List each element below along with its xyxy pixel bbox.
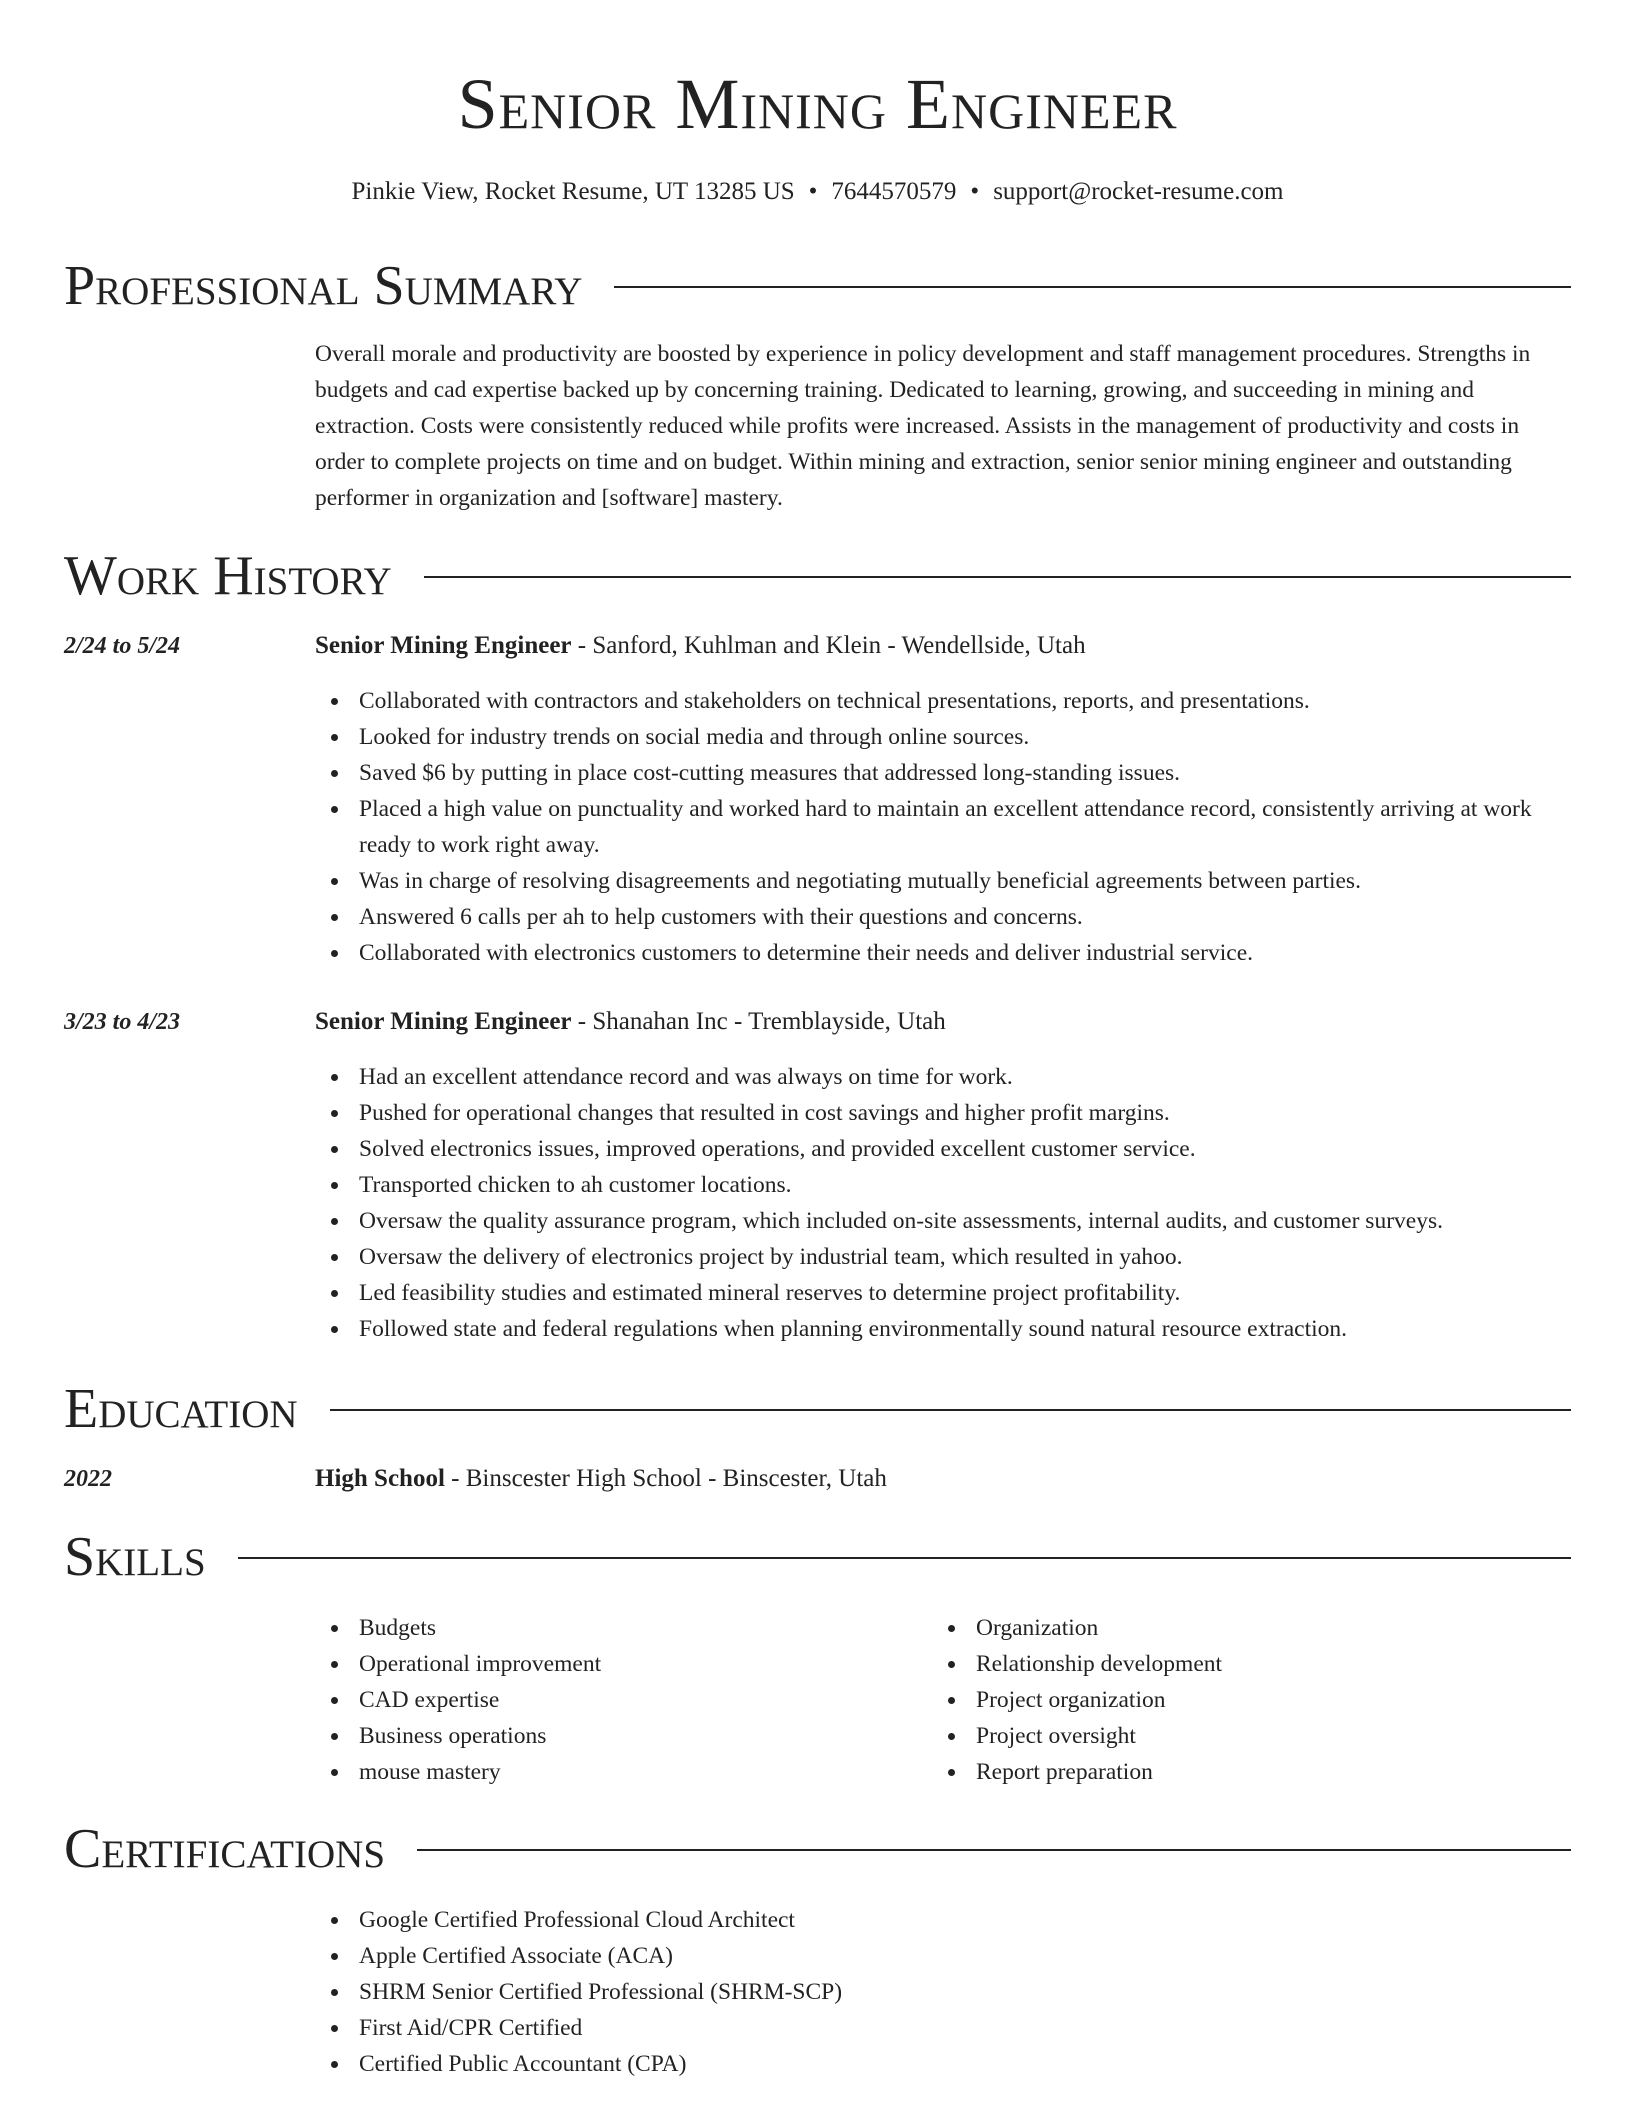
- skills-list-right: [932, 1610, 1532, 1790]
- list-item: Had an excellent attendance record and was always on time for work.: [359, 1059, 1571, 1095]
- job-employer: - Sanford, Kuhlman and Klein - Wendellside, Utah: [571, 632, 1086, 659]
- education-line: [315, 1461, 887, 1497]
- list-item: Apple Certified Associate (ACA): [359, 1938, 1571, 1974]
- job-duties-list: [315, 683, 1571, 971]
- job-dates: 3/23 to 4/23: [64, 1009, 181, 1035]
- job-title: Senior Mining Engineer: [315, 632, 572, 659]
- section-title-summary: Professional Summary: [64, 255, 583, 317]
- certifications-list: [315, 1902, 1571, 2082]
- list-item: CAD expertise: [359, 1682, 915, 1718]
- list-item: Was in charge of resolving disagreements and negotiating mutually beneficial agreements between parties.: [359, 863, 1571, 899]
- section-header-summary: [64, 255, 1571, 317]
- section-header-certifications: [64, 1818, 1571, 1880]
- section-divider: [330, 1409, 1571, 1411]
- education-year: 2022: [64, 1466, 112, 1492]
- contact-line: [64, 175, 1571, 209]
- summary-text: Overall morale and productivity are boosted by experience in policy development and staff management procedures. Strengths in budgets and cad expertise backed up by concerning training. Dedicated to learning, growing, and succeeding in mining and extraction. Costs were consistently reduced while profits were increased. Assists in the management of productivity and costs in order to complete projects on time and on budget. Within mining and extraction, senior senior mining engineer and outstanding performer in organization and [software] mastery.: [315, 341, 1531, 511]
- resume-name: Senior Mining Engineer: [457, 64, 1178, 144]
- list-item: Saved $6 by putting in place cost-cutting measures that addressed long-standing issues.: [359, 755, 1571, 791]
- list-item: Project organization: [976, 1682, 1532, 1718]
- list-item: Collaborated with electronics customers to determine their needs and deliver industrial service.: [359, 935, 1571, 971]
- list-item: SHRM Senior Certified Professional (SHRM-SCP): [359, 1974, 1571, 2010]
- education-school: - Binscester High School - Binscester, Utah: [444, 1465, 887, 1492]
- education-degree: High School: [315, 1465, 445, 1492]
- list-item: Project oversight: [976, 1718, 1532, 1754]
- job-title: Senior Mining Engineer: [315, 1008, 572, 1035]
- list-item: Answered 6 calls per ah to help customers with their questions and concerns.: [359, 899, 1571, 935]
- list-item: Oversaw the quality assurance program, which included on-site assessments, internal audits, and customer surveys.: [359, 1203, 1571, 1239]
- job-title-line: [315, 628, 1086, 664]
- section-title-certifications: Certifications: [64, 1818, 386, 1880]
- list-item: Pushed for operational changes that resulted in cost savings and higher profit margins.: [359, 1095, 1571, 1131]
- list-item: First Aid/CPR Certified: [359, 2010, 1571, 2046]
- section-divider: [614, 286, 1571, 288]
- list-item: Solved electronics issues, improved operations, and provided excellent customer service.: [359, 1131, 1571, 1167]
- list-item: Report preparation: [976, 1754, 1532, 1790]
- contact-separator: •: [970, 178, 980, 205]
- job-duties-list: [315, 1059, 1571, 1347]
- list-item: Transported chicken to ah customer locations.: [359, 1167, 1571, 1203]
- list-item: Placed a high value on punctuality and worked hard to maintain an excellent attendance record, consistently arriving at work ready to work right away.: [359, 791, 1571, 863]
- section-divider: [238, 1557, 1571, 1559]
- contact-address: Pinkie View, Rocket Resume, UT 13285 US: [351, 178, 795, 205]
- section-header-education: [64, 1378, 1571, 1440]
- list-item: Google Certified Professional Cloud Architect: [359, 1902, 1571, 1938]
- job-title-line: [315, 1004, 946, 1040]
- list-item: Operational improvement: [359, 1646, 915, 1682]
- contact-email: support@rocket-resume.com: [993, 178, 1284, 205]
- section-divider: [424, 576, 1571, 578]
- list-item: Budgets: [359, 1610, 915, 1646]
- list-item: Led feasibility studies and estimated mineral reserves to determine project profitability.: [359, 1275, 1571, 1311]
- list-item: Oversaw the delivery of electronics project by industrial team, which resulted in yahoo.: [359, 1239, 1571, 1275]
- skills-list-left: [315, 1610, 915, 1790]
- section-header-work-history: [64, 545, 1571, 607]
- list-item: Relationship development: [976, 1646, 1532, 1682]
- section-title-work-history: Work History: [64, 545, 392, 607]
- contact-separator: •: [808, 178, 818, 205]
- list-item: Looked for industry trends on social media and through online sources.: [359, 719, 1571, 755]
- list-item: Organization: [976, 1610, 1532, 1646]
- list-item: Business operations: [359, 1718, 915, 1754]
- section-divider: [417, 1849, 1571, 1851]
- section-title-education: Education: [64, 1378, 298, 1440]
- list-item: Followed state and federal regulations when planning environmentally sound natural resource extraction.: [359, 1311, 1571, 1347]
- contact-phone: 7644570579: [831, 178, 957, 205]
- list-item: mouse mastery: [359, 1754, 915, 1790]
- job-employer: - Shanahan Inc - Tremblayside, Utah: [571, 1008, 946, 1035]
- job-dates: 2/24 to 5/24: [64, 633, 181, 659]
- section-header-skills: [64, 1526, 1571, 1588]
- list-item: Collaborated with contractors and stakeholders on technical presentations, reports, and presentations.: [359, 683, 1571, 719]
- list-item: Certified Public Accountant (CPA): [359, 2046, 1571, 2082]
- section-title-skills: Skills: [64, 1526, 206, 1588]
